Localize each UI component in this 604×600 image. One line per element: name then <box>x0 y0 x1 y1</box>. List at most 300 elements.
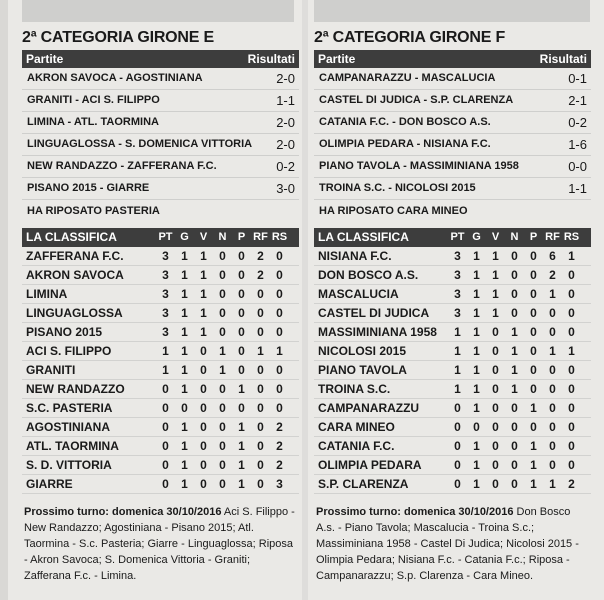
stat-cell: 1 <box>473 325 480 339</box>
matches-header <box>314 50 591 68</box>
team-name: ACI S. FILIPPO <box>26 344 112 358</box>
stat-cell: 0 <box>492 420 499 434</box>
stat-cell: 1 <box>238 458 245 472</box>
stat-cell: 0 <box>257 401 264 415</box>
team-name: TROINA S.C. <box>318 382 391 396</box>
stat-cell: 0 <box>200 363 207 377</box>
match-result: 2-0 <box>276 71 295 86</box>
stat-cell: 0 <box>200 477 207 491</box>
stat-cell: 0 <box>511 249 518 263</box>
stat-cell: 1 <box>511 382 518 396</box>
stat-cell: 1 <box>181 477 188 491</box>
match-result: 1-1 <box>568 181 587 196</box>
stat-cell: 1 <box>568 344 575 358</box>
stat-cell: 0 <box>162 439 169 453</box>
stat-cell: 2 <box>276 458 283 472</box>
match-teams: CAMPANARAZZU - MASCALUCIA <box>319 72 496 84</box>
stat-cell: 1 <box>238 477 245 491</box>
col-p: P <box>237 231 246 243</box>
col-rs: RS <box>271 231 288 243</box>
col-n: N <box>510 231 519 243</box>
stat-cell: 0 <box>568 439 575 453</box>
standings-row <box>22 475 299 494</box>
col-rf: RF <box>545 231 560 243</box>
standings-row <box>314 437 591 456</box>
stat-cell: 3 <box>276 477 283 491</box>
next-round-label: Prossimo turno: domenica 30/10/2016 <box>24 506 222 518</box>
team-name: OLIMPIA PEDARA <box>318 458 422 472</box>
match-result: 1-6 <box>568 137 587 152</box>
stat-cell: 0 <box>276 306 283 320</box>
top-strip-left <box>22 0 294 22</box>
stat-cell: 3 <box>454 287 461 301</box>
stat-cell: 0 <box>568 325 575 339</box>
stat-cell: 1 <box>238 420 245 434</box>
col-g: G <box>180 231 189 243</box>
standings-row <box>22 247 299 266</box>
stat-cell: 0 <box>276 287 283 301</box>
stat-cell: 1 <box>454 344 461 358</box>
col-rs: RS <box>563 231 580 243</box>
rest-note: HA RIPOSATO CARA MINEO <box>319 205 468 217</box>
stat-cell: 1 <box>473 306 480 320</box>
match-teams: CASTEL DI JUDICA - S.P. CLARENZA <box>319 94 514 106</box>
stat-cell: 1 <box>473 363 480 377</box>
stat-cell: 0 <box>568 363 575 377</box>
stat-cell: 1 <box>549 477 556 491</box>
stat-cell: 0 <box>454 401 461 415</box>
stat-cell: 0 <box>219 420 226 434</box>
match-row <box>314 178 591 200</box>
stat-cell: 1 <box>219 344 226 358</box>
match-row <box>314 156 591 178</box>
stat-cell: 0 <box>511 439 518 453</box>
stat-cell: 0 <box>454 458 461 472</box>
stat-cell: 1 <box>238 439 245 453</box>
stat-cell: 0 <box>219 306 226 320</box>
stat-cell: 3 <box>162 268 169 282</box>
match-teams: OLIMPIA PEDARA - NISIANA F.C. <box>319 138 491 150</box>
match-teams: AKRON SAVOCA - AGOSTINIANA <box>27 72 203 84</box>
stat-cell: 6 <box>549 249 556 263</box>
stat-cell: 0 <box>454 420 461 434</box>
stat-cell: 0 <box>492 401 499 415</box>
stat-cell: 1 <box>200 268 207 282</box>
standings-row <box>22 266 299 285</box>
stat-cell: 0 <box>257 382 264 396</box>
matches-header-label: Partite <box>318 52 356 66</box>
col-p: P <box>529 231 538 243</box>
stat-cell: 0 <box>200 401 207 415</box>
stat-cell: 0 <box>200 420 207 434</box>
col-pt: PT <box>450 231 465 243</box>
stat-cell: 1 <box>454 382 461 396</box>
stat-cell: 1 <box>181 268 188 282</box>
stat-cell: 0 <box>219 268 226 282</box>
top-strip-right <box>314 0 590 22</box>
stat-cell: 1 <box>473 458 480 472</box>
match-row <box>22 68 299 90</box>
stat-cell: 0 <box>511 287 518 301</box>
match-result: 0-2 <box>276 159 295 174</box>
standings-row <box>314 418 591 437</box>
standings-row <box>22 304 299 323</box>
stat-cell: 0 <box>492 382 499 396</box>
stat-cell: 0 <box>530 249 537 263</box>
match-teams: NEW RANDAZZO - ZAFFERANA F.C. <box>27 160 217 172</box>
page-left-edge <box>0 0 8 600</box>
stat-cell: 2 <box>568 477 575 491</box>
stat-cell: 1 <box>219 363 226 377</box>
match-teams: PISANO 2015 - GIARRE <box>27 182 150 194</box>
rest-note: HA RIPOSATO PASTERIA <box>27 205 160 217</box>
stat-cell: 1 <box>181 439 188 453</box>
stat-cell: 1 <box>568 249 575 263</box>
team-name: AKRON SAVOCA <box>26 268 124 282</box>
stat-cell: 0 <box>511 458 518 472</box>
standings-row <box>314 475 591 494</box>
matches-list <box>22 68 299 200</box>
stat-cell: 1 <box>549 287 556 301</box>
match-row <box>314 68 591 90</box>
stat-cell: 0 <box>238 363 245 377</box>
matches-list <box>314 68 591 200</box>
stat-cell: 1 <box>530 401 537 415</box>
standings-row <box>314 266 591 285</box>
stat-cell: 0 <box>492 458 499 472</box>
team-name: PIANO TAVOLA <box>318 363 407 377</box>
stat-cell: 0 <box>549 306 556 320</box>
stat-cell: 0 <box>238 306 245 320</box>
stat-cell: 2 <box>276 439 283 453</box>
team-name: ATL. TAORMINA <box>26 439 119 453</box>
standings-row <box>22 342 299 361</box>
standings-title: LA CLASSIFICA <box>318 230 409 244</box>
match-row <box>314 134 591 156</box>
standings-row <box>314 285 591 304</box>
standings-row <box>314 342 591 361</box>
stat-cell: 1 <box>473 268 480 282</box>
stat-cell: 1 <box>530 458 537 472</box>
next-round <box>22 504 299 584</box>
stat-cell: 1 <box>200 325 207 339</box>
team-name: LINGUAGLOSSA <box>26 306 123 320</box>
stat-cell: 0 <box>530 344 537 358</box>
stat-cell: 0 <box>511 420 518 434</box>
stat-cell: 0 <box>530 382 537 396</box>
stat-cell: 0 <box>257 287 264 301</box>
standings-row <box>314 323 591 342</box>
stat-cell: 0 <box>200 382 207 396</box>
matches-header <box>22 50 299 68</box>
stat-cell: 1 <box>276 344 283 358</box>
stat-cell: 0 <box>454 477 461 491</box>
stat-cell: 0 <box>473 420 480 434</box>
stat-cell: 0 <box>219 477 226 491</box>
match-row <box>22 156 299 178</box>
col-g: G <box>472 231 481 243</box>
stat-cell: 0 <box>511 401 518 415</box>
stat-cell: 0 <box>492 477 499 491</box>
stat-cell: 1 <box>181 344 188 358</box>
stat-cell: 1 <box>511 344 518 358</box>
standings-row <box>314 247 591 266</box>
stat-cell: 0 <box>162 420 169 434</box>
stat-cell: 0 <box>257 306 264 320</box>
girone-e-column <box>22 26 299 584</box>
col-pt: PT <box>158 231 173 243</box>
team-name: CARA MINEO <box>318 420 395 434</box>
standings-row <box>314 304 591 323</box>
stat-cell: 0 <box>219 382 226 396</box>
match-teams: TROINA S.C. - NICOLOSI 2015 <box>319 182 476 194</box>
stat-cell: 1 <box>473 401 480 415</box>
stat-cell: 1 <box>492 287 499 301</box>
stat-cell: 1 <box>473 287 480 301</box>
stat-cell: 0 <box>162 382 169 396</box>
stat-cell: 0 <box>162 458 169 472</box>
stat-cell: 0 <box>276 401 283 415</box>
next-round-text: Don Bosco A.s. - Piano Tavola; Mascalucia - Troina S.c.; Massiminiana 1958 - Castel Di Judica; Nicolosi 2015 - Olimpia Pedara; Nisiana F.c. - Catania F.c.; Riposa - Campanarazzu; S.p. Clarenza - Cara Mineo. <box>316 506 579 582</box>
stat-cell: 0 <box>530 268 537 282</box>
stat-cell: 0 <box>200 344 207 358</box>
next-round-label: Prossimo turno: domenica 30/10/2016 <box>316 506 514 518</box>
standings-row <box>22 418 299 437</box>
stat-cell: 1 <box>181 249 188 263</box>
stat-cell: 1 <box>473 249 480 263</box>
stat-cell: 1 <box>530 477 537 491</box>
stat-cell: 1 <box>492 306 499 320</box>
stat-cell: 1 <box>200 287 207 301</box>
stat-cell: 1 <box>511 363 518 377</box>
stat-cell: 1 <box>473 382 480 396</box>
stat-cell: 0 <box>162 401 169 415</box>
stat-cell: 0 <box>276 249 283 263</box>
match-result: 2-0 <box>276 115 295 130</box>
stat-cell: 3 <box>454 268 461 282</box>
standings-row <box>22 380 299 399</box>
col-rf: RF <box>253 231 268 243</box>
stat-cell: 0 <box>568 306 575 320</box>
stat-cell: 0 <box>568 458 575 472</box>
stat-cell: 1 <box>473 477 480 491</box>
results-header-label: Risultati <box>539 52 587 66</box>
stat-cell: 1 <box>511 325 518 339</box>
stat-cell: 0 <box>238 268 245 282</box>
stat-cell: 0 <box>549 382 556 396</box>
results-header-label: Risultati <box>247 52 295 66</box>
stat-cell: 1 <box>181 325 188 339</box>
stat-cell: 0 <box>549 325 556 339</box>
stat-cell: 0 <box>219 401 226 415</box>
stat-cell: 1 <box>200 249 207 263</box>
team-name: AGOSTINIANA <box>26 420 110 434</box>
stat-cell: 0 <box>530 306 537 320</box>
match-result: 0-0 <box>568 159 587 174</box>
stat-cell: 1 <box>162 363 169 377</box>
stat-cell: 0 <box>162 477 169 491</box>
stat-cell: 0 <box>257 420 264 434</box>
next-round <box>314 504 591 584</box>
team-name: PISANO 2015 <box>26 325 103 339</box>
stat-cell: 0 <box>530 325 537 339</box>
girone-e-title: 2ª CATEGORIA GIRONE E <box>22 29 214 46</box>
stat-cell: 1 <box>473 439 480 453</box>
stat-cell: 0 <box>276 268 283 282</box>
standings-row <box>314 380 591 399</box>
stat-cell: 2 <box>276 420 283 434</box>
stat-cell: 1 <box>181 458 188 472</box>
match-result: 2-1 <box>568 93 587 108</box>
girone-f-title: 2ª CATEGORIA GIRONE F <box>314 29 506 46</box>
stat-cell: 0 <box>492 344 499 358</box>
team-name: NISIANA F.C. <box>318 249 392 263</box>
standings-row <box>22 437 299 456</box>
stat-cell: 1 <box>181 382 188 396</box>
stat-cell: 0 <box>549 363 556 377</box>
stat-cell: 0 <box>492 439 499 453</box>
stat-cell: 0 <box>492 325 499 339</box>
stat-cell: 1 <box>454 325 461 339</box>
standings-row <box>314 361 591 380</box>
stat-cell: 3 <box>162 287 169 301</box>
stat-cell: 1 <box>492 249 499 263</box>
stat-cell: 0 <box>238 287 245 301</box>
stat-cell: 0 <box>257 363 264 377</box>
standings-header <box>314 228 591 247</box>
stat-cell: 0 <box>549 401 556 415</box>
standings-row <box>22 323 299 342</box>
standings-title: LA CLASSIFICA <box>26 230 117 244</box>
stat-cell: 0 <box>200 458 207 472</box>
team-name: CAMPANARAZZU <box>318 401 420 415</box>
match-result: 1-1 <box>276 93 295 108</box>
stat-cell: 2 <box>549 268 556 282</box>
column-divider <box>302 0 308 600</box>
team-name: LIMINA <box>26 287 68 301</box>
stat-cell: 0 <box>454 439 461 453</box>
stat-cell: 1 <box>181 420 188 434</box>
match-result: 3-0 <box>276 181 295 196</box>
match-row <box>314 90 591 112</box>
stat-cell: 1 <box>473 344 480 358</box>
stat-cell: 0 <box>511 306 518 320</box>
stat-cell: 0 <box>219 287 226 301</box>
stat-cell: 3 <box>162 325 169 339</box>
team-name: DON BOSCO A.S. <box>318 268 419 282</box>
stat-cell: 0 <box>238 401 245 415</box>
stat-cell: 0 <box>276 325 283 339</box>
matches-header-label: Partite <box>26 52 64 66</box>
stat-cell: 0 <box>238 249 245 263</box>
stat-cell: 0 <box>276 363 283 377</box>
match-row <box>22 90 299 112</box>
col-n: N <box>218 231 227 243</box>
stat-cell: 0 <box>200 439 207 453</box>
stat-cell: 0 <box>530 287 537 301</box>
stat-cell: 1 <box>162 344 169 358</box>
stat-cell: 1 <box>181 287 188 301</box>
standings-row <box>22 361 299 380</box>
stat-cell: 1 <box>492 268 499 282</box>
stat-cell: 0 <box>568 268 575 282</box>
match-row <box>314 112 591 134</box>
stat-cell: 1 <box>257 344 264 358</box>
team-name: S.P. CLARENZA <box>318 477 409 491</box>
stat-cell: 0 <box>257 439 264 453</box>
stat-cell: 0 <box>568 401 575 415</box>
team-name: GIARRE <box>26 477 73 491</box>
stat-cell: 3 <box>162 306 169 320</box>
next-round-text: Aci S. Filippo - New Randazzo; Agostiniana - Pisano 2015; Atl. Taormina - S.c. Pasteria; Giarre - Linguaglossa; Riposa - Akron Savoca; S. Domenica Vittoria - Graniti; Zafferana F.c. - Limina. <box>24 506 295 582</box>
stat-cell: 3 <box>162 249 169 263</box>
match-teams: PIANO TAVOLA - MASSIMINIANA 1958 <box>319 160 519 172</box>
match-teams: LINGUAGLOSSA - S. DOMENICA VITTORIA <box>27 138 253 150</box>
stat-cell: 1 <box>238 382 245 396</box>
stat-cell: 1 <box>181 306 188 320</box>
stat-cell: 3 <box>454 306 461 320</box>
stat-cell: 1 <box>181 363 188 377</box>
match-result: 2-0 <box>276 137 295 152</box>
standings-row <box>22 285 299 304</box>
team-name: MASSIMINIANA 1958 <box>318 325 437 339</box>
team-name: S. D. VITTORIA <box>26 458 112 472</box>
team-name: GRANITI <box>26 363 76 377</box>
stat-cell: 0 <box>219 249 226 263</box>
stat-cell: 0 <box>511 477 518 491</box>
stat-cell: 0 <box>276 382 283 396</box>
stat-cell: 0 <box>549 420 556 434</box>
team-name: NICOLOSI 2015 <box>318 344 407 358</box>
girone-f-column <box>314 26 591 584</box>
col-v: V <box>491 231 500 243</box>
stat-cell: 0 <box>181 401 188 415</box>
match-row <box>22 178 299 200</box>
stat-cell: 0 <box>530 363 537 377</box>
stat-cell: 0 <box>549 458 556 472</box>
stat-cell: 2 <box>257 268 264 282</box>
standings-table <box>314 247 591 494</box>
standings-row <box>22 456 299 475</box>
team-name: CASTEL DI JUDICA <box>318 306 430 320</box>
stat-cell: 0 <box>549 439 556 453</box>
standings-row <box>22 399 299 418</box>
standings-table <box>22 247 299 494</box>
match-teams: CATANIA F.C. - DON BOSCO A.S. <box>319 116 491 128</box>
stat-cell: 1 <box>549 344 556 358</box>
stat-cell: 0 <box>530 420 537 434</box>
stat-cell: 1 <box>454 363 461 377</box>
stat-cell: 0 <box>238 344 245 358</box>
stat-cell: 0 <box>492 363 499 377</box>
stat-cell: 1 <box>200 306 207 320</box>
stat-cell: 0 <box>219 325 226 339</box>
stat-cell: 0 <box>257 458 264 472</box>
team-name: S.C. PASTERIA <box>26 401 113 415</box>
stat-cell: 0 <box>219 439 226 453</box>
stat-cell: 3 <box>454 249 461 263</box>
team-name: NEW RANDAZZO <box>26 382 125 396</box>
stat-cell: 0 <box>257 325 264 339</box>
stat-cell: 1 <box>530 439 537 453</box>
col-v: V <box>199 231 208 243</box>
stat-cell: 0 <box>257 477 264 491</box>
team-name: CATANIA F.C. <box>318 439 395 453</box>
standings-header <box>22 228 299 247</box>
match-result: 0-2 <box>568 115 587 130</box>
match-row <box>22 134 299 156</box>
stat-cell: 0 <box>238 325 245 339</box>
